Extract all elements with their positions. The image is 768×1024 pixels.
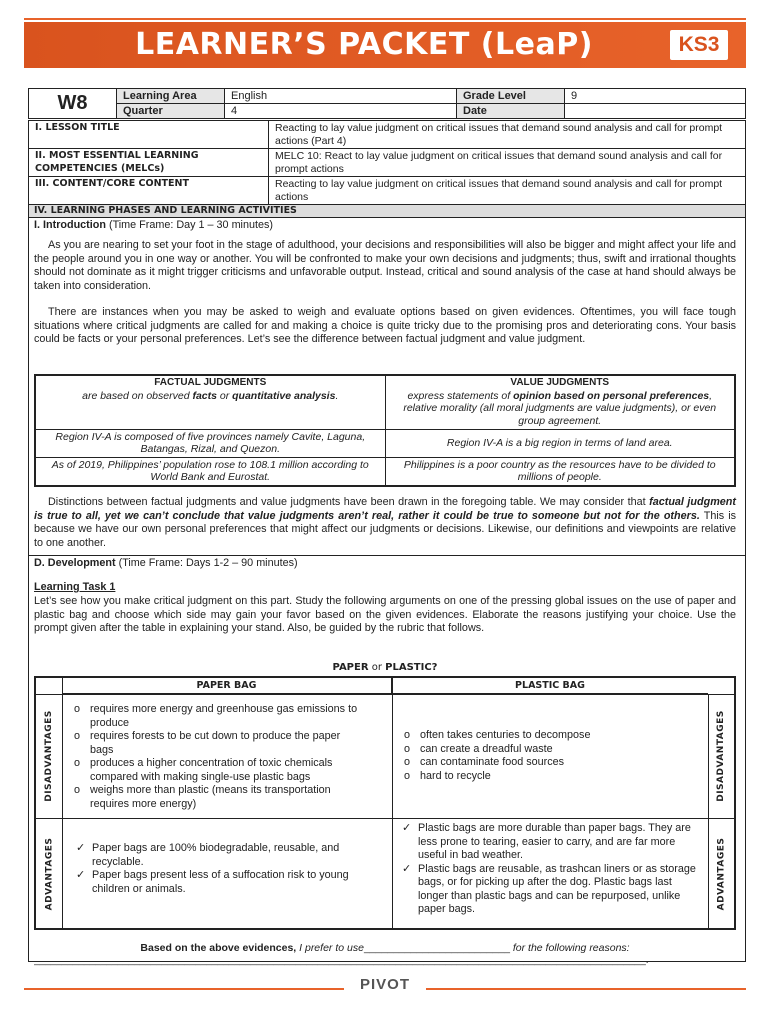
task-title: Learning Task 1 xyxy=(34,581,116,593)
value-header: VALUE JUDGMENTS xyxy=(510,377,610,388)
list-item: ✓ Paper bags are 100% biodegradable, reusable, and recyclable. xyxy=(76,842,382,869)
grade-level-label: Grade Level xyxy=(457,89,565,104)
paper-plastic-table xyxy=(34,676,736,930)
plastic-advantages-list xyxy=(402,822,702,917)
value-example-2: Philippines is a poor country as the resources have to be divided to millions of people. xyxy=(385,457,735,486)
development-heading xyxy=(34,557,736,571)
development-timeframe: (Time Frame: Days 1-2 – 90 minutes) xyxy=(115,557,298,569)
prompt-blank[interactable]: _________________________ xyxy=(363,942,510,954)
left-label-divider xyxy=(62,678,63,928)
disadvantages-label-left-text: DISADVANTAGES xyxy=(44,710,55,802)
advantages-label-left-text: ADVANTAGES xyxy=(44,837,54,910)
paper-plastic-title xyxy=(34,661,736,675)
header-divider xyxy=(36,694,734,695)
disadvantages-label-right xyxy=(708,694,734,818)
factual-example-2: As of 2019, Philippines’ population rose to 108.1 million according to World Bank and Eurostat. xyxy=(35,457,385,486)
distinction-a: Distinctions between factual judgments and value judgments have been drawn in the foregoing table. We may consider that xyxy=(48,496,650,508)
pivot-logo: PIVOT xyxy=(359,976,410,993)
value-def-a: express statements of xyxy=(407,389,514,402)
row-divider xyxy=(36,818,734,819)
grade-level-value: 9 xyxy=(565,89,746,104)
factual-def-a: are based on observed xyxy=(82,389,193,402)
melc-value: MELC 10: React to lay value judgment on critical issues that demand sound analysis and call for prompt actions xyxy=(269,149,746,177)
development-heading-label: D. Development xyxy=(34,557,116,569)
distinction-paragraph xyxy=(34,496,736,550)
lesson-table xyxy=(28,120,746,205)
footer-line-left xyxy=(24,988,344,990)
content-value: Reacting to lay value judgment on critical issues that demand sound analysis and call for prompt actions xyxy=(269,177,746,205)
value-definition xyxy=(390,390,731,428)
list-item: o can contaminate food sources xyxy=(404,756,700,770)
prompt-a: Based on the above evidences, xyxy=(140,942,300,954)
quarter-value: 4 xyxy=(225,104,457,119)
footer-line-right xyxy=(426,988,746,990)
factual-def-d: quantitative analysis xyxy=(232,389,336,402)
prompt-d: for the following reasons: xyxy=(509,942,630,954)
factual-header: FACTUAL JUDGMENTS xyxy=(154,377,267,388)
advantages-label-right-text: ADVANTAGES xyxy=(716,837,726,910)
value-header-cell xyxy=(385,375,735,429)
intro-paragraph-1: As you are nearing to set your foot in the stage of adulthood, your decisions and responsibilities will also be bigger and might affect your life and the people around you in one way or another. You will be confronted to make your own decisions and judgments; thus, swift and irrational thoughts should not dominate as it might trigger criticisms and unfavorable output. Instead, critical and sound analysis of the case at hand should always be taken into consideration. xyxy=(34,239,736,292)
list-item: o requires forests to be cut down to produce the paper bags xyxy=(74,730,366,757)
advantages-label-left xyxy=(36,819,62,928)
list-item: o produces a higher concentration of toxic chemicals compared with making single-use plastic bags xyxy=(74,757,366,784)
banner-top-line xyxy=(24,18,746,20)
phase-header: IV. LEARNING PHASES AND LEARNING ACTIVITIES xyxy=(28,204,746,218)
page-title: LEARNER’S PACKET (LeaP) xyxy=(135,27,593,62)
list-item: o hard to recycle xyxy=(404,770,700,784)
paper-advantages-list xyxy=(76,842,382,896)
lesson-title-label: I. LESSON TITLE xyxy=(29,121,269,149)
center-divider xyxy=(392,678,393,928)
content-label: III. CONTENT/CORE CONTENT xyxy=(29,177,269,205)
paper-disadvantages-list xyxy=(74,703,366,811)
footer xyxy=(24,976,746,996)
paper-bag-header: PAPER BAG xyxy=(62,678,392,694)
learning-area-value: English xyxy=(225,89,457,104)
answer-line[interactable]: ______________________________________________________________________________________________________________. xyxy=(34,955,649,966)
factual-definition xyxy=(40,390,381,403)
factual-def-e: . xyxy=(335,389,339,402)
factual-def-b: facts xyxy=(192,389,217,402)
value-def-c: , relative morality (all moral judgments are value judgments), or even group agreement. xyxy=(403,389,717,427)
banner-bar xyxy=(24,22,746,68)
plastic-disadvantages-list xyxy=(404,729,700,783)
date-value xyxy=(565,104,746,119)
value-example-1: Region IV-A is a big region in terms of land area. xyxy=(385,429,735,457)
factual-value-table xyxy=(34,374,736,487)
date-label: Date xyxy=(457,104,565,119)
value-def-b: opinion based on personal preferences xyxy=(513,389,710,402)
intro-timeframe: (Time Frame: Day 1 – 30 minutes) xyxy=(105,219,273,231)
factual-header-cell xyxy=(35,375,385,429)
header-table xyxy=(28,88,746,119)
pp-title-a: PAPER xyxy=(332,662,369,673)
prompt-b: I prefer to use xyxy=(299,942,364,954)
factual-example-1: Region IV-A is composed of five provinces namely Cavite, Laguna, Batangas, Rizal, and Quezon. xyxy=(35,429,385,457)
list-item: o weighs more than plastic (means its transportation requires more energy) xyxy=(74,784,366,811)
pp-title-b: or xyxy=(368,662,386,673)
lesson-title-value: Reacting to lay value judgment on critical issues that demand sound analysis and call for prompt actions (Part 4) xyxy=(269,121,746,149)
learning-area-label: Learning Area xyxy=(117,89,225,104)
intro-heading xyxy=(34,219,736,233)
list-item: o can create a dreadful waste xyxy=(404,743,700,757)
ks-badge: KS3 xyxy=(670,30,728,60)
table-row xyxy=(35,429,735,457)
distinction-b: factual judgment is true to all, yet we can’t conclude that value judgments aren’t real, rather it could be true to someone but not for the others. xyxy=(34,496,737,522)
list-item: ✓ Paper bags present less of a suffocation risk to young children or animals. xyxy=(76,869,382,896)
quarter-label: Quarter xyxy=(117,104,225,119)
plastic-bag-header: PLASTIC BAG xyxy=(392,678,708,694)
advantages-label-right xyxy=(708,819,734,928)
intro-heading-label: I. Introduction xyxy=(34,219,106,231)
task-text: Let’s see how you make critical judgment on this part. Study the following arguments on one of the pressing global issues on the use of paper and plastic bag and choose which side may gain your favor based on the given evidences. Elaborate the reasons justifying your choice. Use the prompt given after the table in explaining your stand. Also, be guided by the rubric that follows. xyxy=(34,595,736,634)
disadvantages-label-right-text: DISADVANTAGES xyxy=(716,710,727,802)
list-item: o requires more energy and greenhouse gas emissions to produce xyxy=(74,703,366,730)
list-item: o often takes centuries to decompose xyxy=(404,729,700,743)
pp-title-c: PLASTIC? xyxy=(385,662,438,673)
distinction-c: This is because we have our own personal preferences that might affect our judgments or decisions. Likewise, our definitions and viewpoints are relative to one another. xyxy=(34,509,737,549)
list-item: ✓ Plastic bags are more durable than paper bags. They are less prone to tearing, easier to carry, and are far more useful in bad weather. xyxy=(402,822,702,863)
disadvantages-label-left xyxy=(36,694,62,818)
week-label: W8 xyxy=(29,89,117,119)
melc-label: II. MOST ESSENTIAL LEARNING COMPETENCIES (MELCs) xyxy=(29,149,269,177)
banner xyxy=(0,0,768,78)
table-row xyxy=(35,457,735,486)
list-item: ✓ Plastic bags are reusable, as trashcan liners or as storage bags, or for picking up after the dog. Plastic bags last longer than plastic bags and can be repurposed, unlike paper bags. xyxy=(402,863,702,917)
factual-def-c: or xyxy=(216,389,233,402)
intro-paragraph-2: There are instances when you may be asked to weigh and evaluate options based on given evidences. Oftentimes, you will face tough situations where critical judgments are called for and making a choice is quite tricky due to the promising pros and deteriorating cons. Your basis could be facts or your personal preferences. Let’s see the difference between factual judgment and value judgment. xyxy=(34,306,736,345)
section-divider xyxy=(28,555,746,556)
